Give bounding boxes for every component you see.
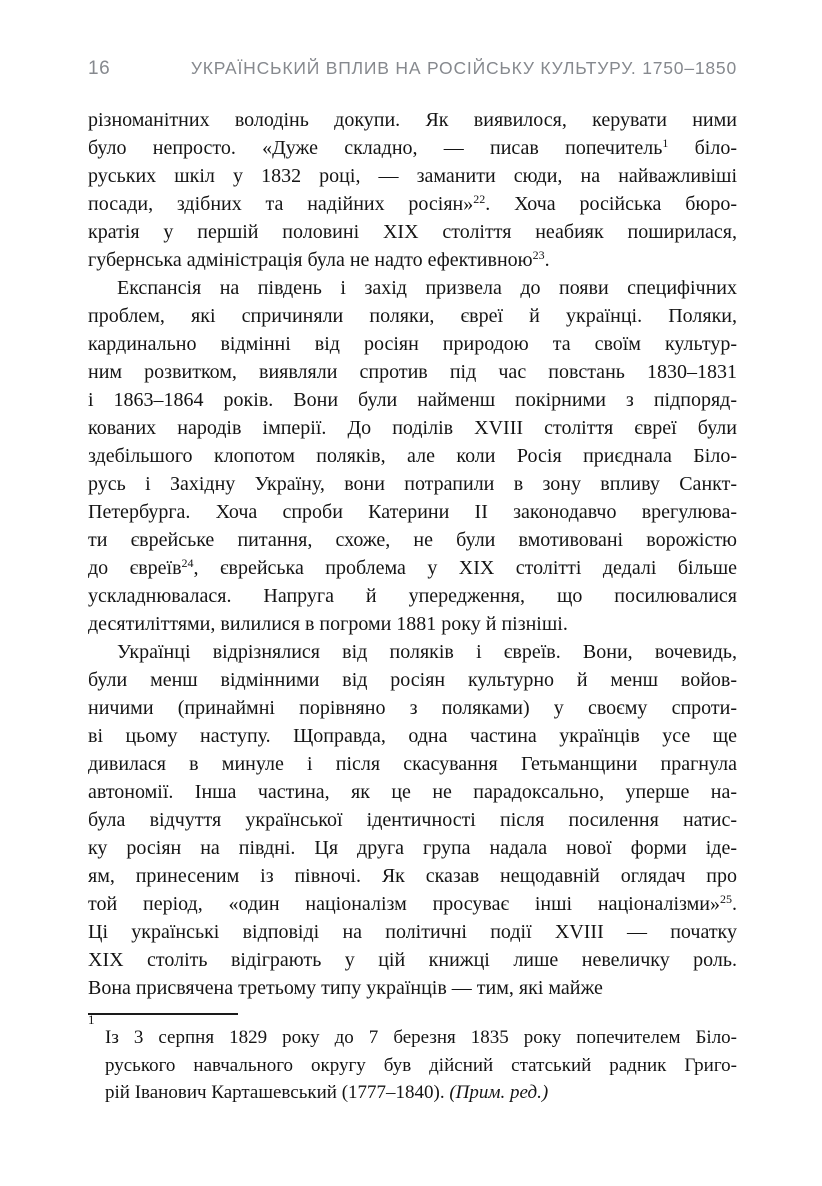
footnote-text	[105, 1024, 737, 1107]
text-line: автономії. Інша частина, як це не парадоксально, уперше на-	[88, 781, 737, 803]
text-line: ничими (принаймні порівняно з поляками) у своєму спроти-	[88, 697, 737, 719]
text-line: Петербурга. Хоча спроби Катерини II законодавчо врегулюва-	[88, 501, 737, 523]
text-line: до євреїв$^{24}$, єврейська проблема у XIX столітті дедалі більше	[88, 556, 737, 579]
text-line: десятиліттями, вилилися в погроми 1881 року й пізніші.	[88, 613, 568, 635]
text-line: дивилася в минуле і після скасування Гетьманщини прагнула	[88, 753, 737, 775]
page-header	[88, 58, 737, 80]
text-line: русь і Західну Україну, вони потрапили в зону впливу Санкт-	[88, 473, 737, 495]
footnote-line: рій Іванович Карташевський (1777–1840). (Прим. ред.)	[105, 1082, 549, 1103]
footnote-separator-rule	[88, 1013, 238, 1015]
text-line: той період, «один націоналізм просуває інші націоналізми»$^{25}$.	[88, 892, 737, 915]
text-line: була відчуття української ідентичності після посилення натис-	[88, 809, 737, 831]
text-line: ти єврейське питання, схоже, не були вмотивовані ворожістю	[88, 529, 737, 551]
paragraph	[88, 274, 737, 638]
paragraph	[88, 106, 737, 274]
page-number: 16	[88, 58, 111, 79]
text-line: і 1863–1864 років. Вони були найменш покірними з підпоряд-	[88, 389, 737, 411]
text-line: ку росіян на півдні. Ця друга група надала нової форми іде-	[88, 837, 737, 859]
text-line: Українці відрізнялися від поляків і євреїв. Вони, вочевидь,	[117, 641, 737, 663]
text-line: ві цьому наступу. Щоправда, одна частина українців усе ще	[88, 725, 737, 747]
text-line: руських шкіл у 1832 році, — заманити сюди, на найважливіші	[88, 165, 737, 187]
text-line: ям, принесеним із півночі. Як сказав нещодавній оглядач про	[88, 865, 737, 887]
footnote	[88, 1013, 737, 1107]
running-title: УКРАЇНСЬКИЙ ВПЛИВ НА РОСІЙСЬКУ КУЛЬТУРУ. 1750–1850	[190, 58, 737, 78]
body-text	[88, 106, 737, 1002]
text-line: губернська адміністрація була не надто ефективною$^{23}$.	[88, 248, 550, 271]
text-line: XIX століть відіграють у цій книжці лише невеличку роль.	[88, 949, 737, 971]
text-line: ним розвитком, виявляли спротив під час повстань 1830–1831	[88, 361, 737, 383]
text-line: кованих народів імперії. До поділів XVIII століття євреї були	[88, 417, 737, 439]
text-line: проблем, які спричиняли поляки, євреї й українці. Поляки,	[88, 305, 737, 327]
text-line: були менш відмінними від росіян культурно й менш войов-	[88, 669, 737, 691]
text-line: Експансія на південь і захід призвела до появи специфічних	[117, 277, 737, 299]
footnote-line: Із 3 серпня 1829 року до 7 березня 1835 року попечителем Біло-	[105, 1027, 737, 1048]
text-line: Вона присвячена третьому типу українців — тим, які майже	[88, 977, 603, 999]
text-line: кардинально відмінні від росіян природою та своїм культур-	[88, 333, 737, 355]
text-line: здебільшого клопотом поляків, але коли Росія приєднала Біло-	[88, 445, 737, 467]
footnote-line: руського навчального округу був дійсний статський радник Григо-	[105, 1054, 737, 1076]
text-line: кратія у першій половині XIX століття неабияк поширилася,	[88, 221, 737, 243]
paragraph	[88, 638, 737, 1002]
footnote-body: 1 Із 3 серпня 1829 року до 7 березня 1835 року попечителем Біло- руського навчального округу був дійсний статський радник Григо- рій Іванович Карташевський (1777–1840). (Прим. ред.)	[88, 1024, 737, 1107]
text-line: різноманітних володінь докупи. Як виявилося, керувати ними	[88, 109, 737, 131]
text-line: ускладнювалася. Напруга й упередження, що посилювалися	[88, 585, 737, 607]
text-line: було непросто. «Дуже складно, — писав попечитель$^1$ біло-	[88, 136, 738, 159]
text-line: Ці українські відповіді на політичні події XVIII — початку	[88, 921, 737, 943]
text-line: посади, здібних та надійних росіян»$^{22}$. Хоча російська бюро-	[88, 192, 737, 215]
